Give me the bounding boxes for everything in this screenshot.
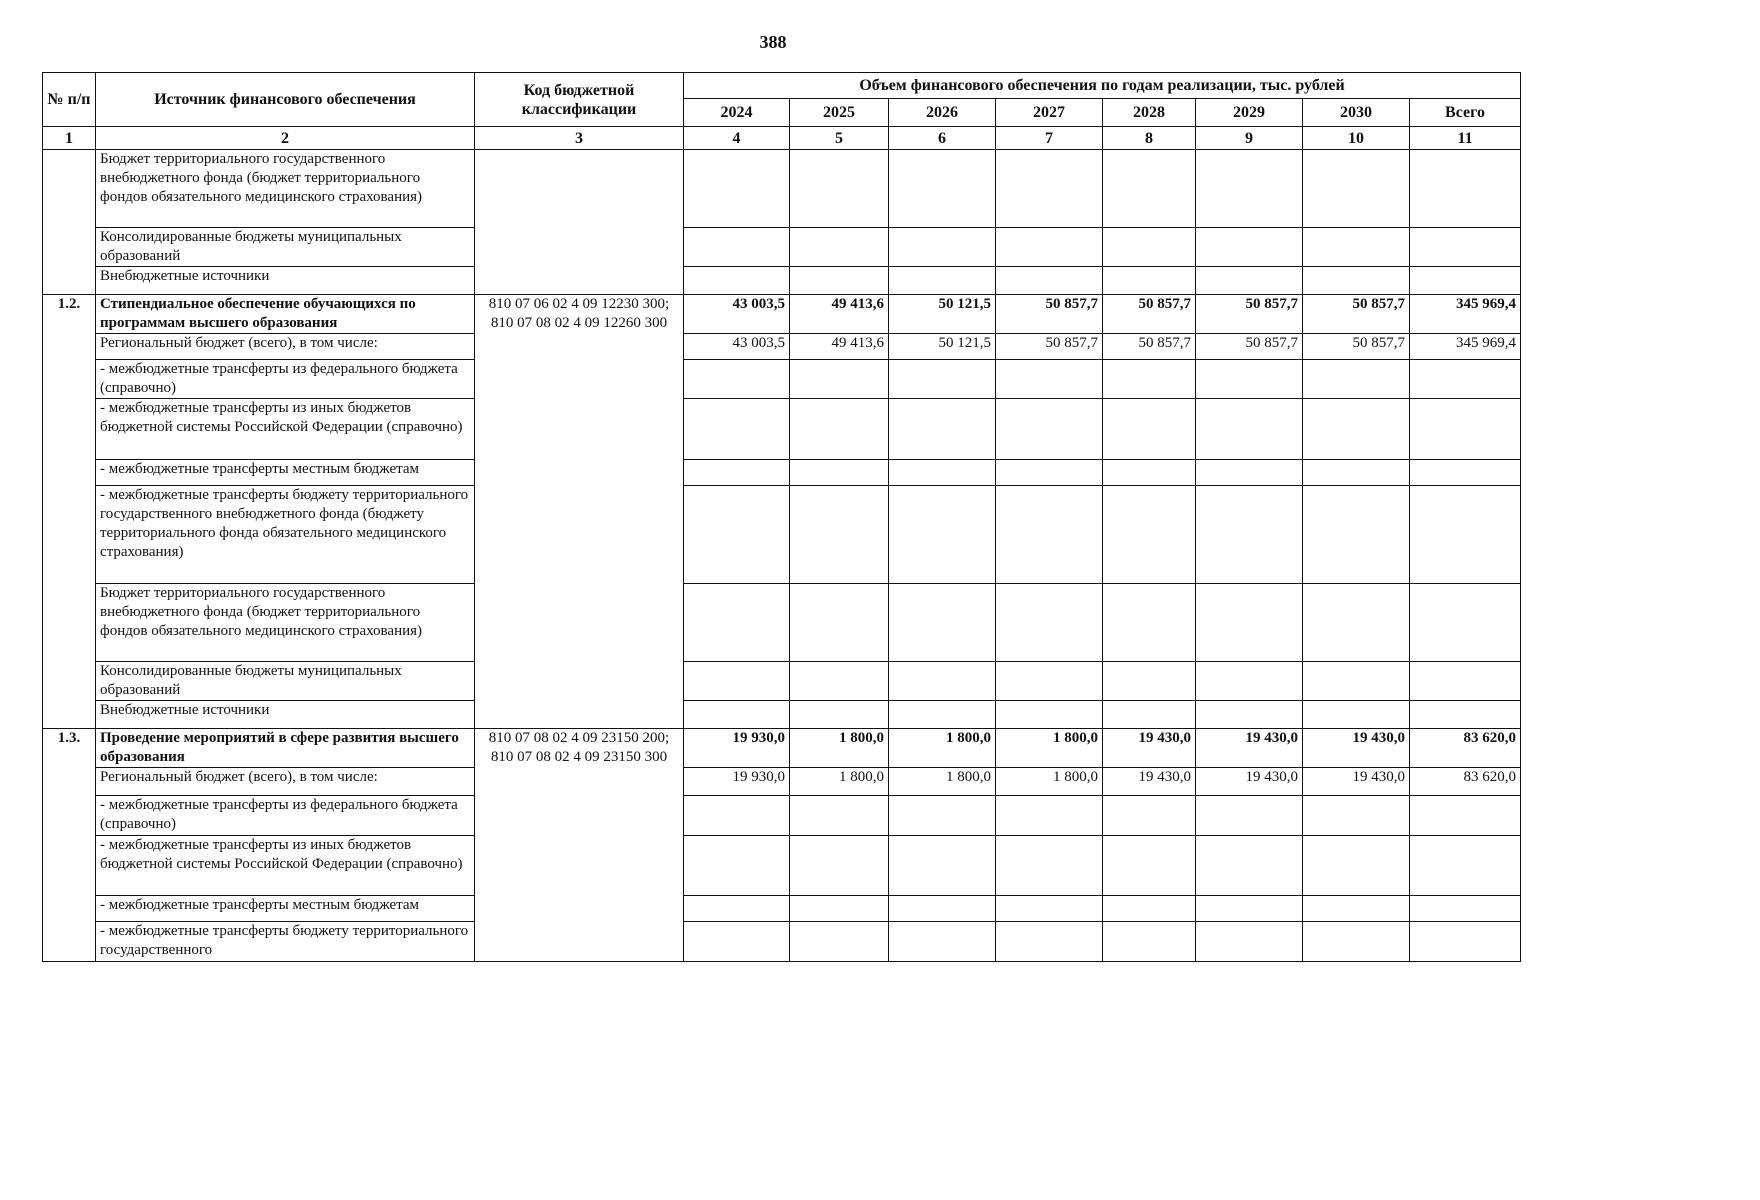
table-row <box>43 922 1521 962</box>
value-year <box>1196 460 1303 486</box>
column-numbers-row <box>43 127 1521 150</box>
value-year <box>684 460 790 486</box>
source-cell: Бюджет территориального государственного внебюджетного фонда (бюджет территориального фондов обязательного медицинского страхования) <box>96 150 475 228</box>
column-number: 6 <box>889 127 996 150</box>
table-row <box>43 295 1521 334</box>
value-year: 1 800,0 <box>996 729 1103 768</box>
value-year <box>1103 486 1196 584</box>
value-year <box>889 701 996 729</box>
column-number: 3 <box>475 127 684 150</box>
value-year <box>996 399 1103 460</box>
value-year <box>684 584 790 662</box>
value-year <box>1196 267 1303 295</box>
value-year <box>1196 796 1303 836</box>
source-cell: - межбюджетные трансферты местным бюджетам <box>96 460 475 486</box>
value-year <box>684 701 790 729</box>
value-year <box>1103 701 1196 729</box>
value-total <box>1410 922 1521 962</box>
table-row <box>43 399 1521 460</box>
value-year: 19 430,0 <box>1303 768 1410 796</box>
source-cell: - межбюджетные трансферты бюджету территориального государственного внебюджетного фонда (бюджету территориального фонда обязательного медицинского страхования) <box>96 486 475 584</box>
value-year <box>1196 228 1303 267</box>
value-year <box>790 836 889 896</box>
value-year <box>996 360 1103 399</box>
value-year <box>790 486 889 584</box>
header-code: Код бюджетной классификации <box>475 73 684 127</box>
value-year <box>1196 922 1303 962</box>
header-year: 2030 <box>1303 99 1410 127</box>
table-row <box>43 150 1521 228</box>
table-row <box>43 486 1521 584</box>
value-year <box>1303 922 1410 962</box>
value-year <box>1303 701 1410 729</box>
source-cell: Консолидированные бюджеты муниципальных образований <box>96 228 475 267</box>
table-row <box>43 768 1521 796</box>
value-total: 345 969,4 <box>1410 334 1521 360</box>
value-year <box>889 584 996 662</box>
value-year <box>1303 228 1410 267</box>
value-year <box>1103 662 1196 701</box>
value-year <box>1196 486 1303 584</box>
value-year <box>684 836 790 896</box>
value-year <box>790 922 889 962</box>
table-row <box>43 228 1521 267</box>
column-number: 4 <box>684 127 790 150</box>
table-row <box>43 701 1521 729</box>
value-year <box>684 399 790 460</box>
value-total <box>1410 150 1521 228</box>
table-row <box>43 662 1521 701</box>
table-header <box>43 73 1521 150</box>
value-total <box>1410 796 1521 836</box>
value-year <box>1303 360 1410 399</box>
header-year: 2024 <box>684 99 790 127</box>
value-year <box>1103 228 1196 267</box>
value-year <box>1196 584 1303 662</box>
value-year <box>1103 399 1196 460</box>
value-year <box>1103 836 1196 896</box>
source-cell: Бюджет территориального государственного внебюджетного фонда (бюджет территориального фондов обязательного медицинского страхования) <box>96 584 475 662</box>
value-total <box>1410 228 1521 267</box>
value-total <box>1410 267 1521 295</box>
source-cell: - межбюджетные трансферты из иных бюджетов бюджетной системы Российской Федерации (справочно) <box>96 836 475 896</box>
value-year <box>1103 922 1196 962</box>
value-year: 1 800,0 <box>790 729 889 768</box>
value-year <box>996 701 1103 729</box>
value-total <box>1410 896 1521 922</box>
value-year <box>1303 399 1410 460</box>
value-year <box>684 896 790 922</box>
value-total <box>1410 662 1521 701</box>
table-row <box>43 334 1521 360</box>
value-total <box>1410 486 1521 584</box>
column-number: 2 <box>96 127 475 150</box>
financing-table <box>42 72 1521 962</box>
value-year: 50 857,7 <box>1103 334 1196 360</box>
row-number: 1.3. <box>43 729 96 962</box>
column-number: 1 <box>43 127 96 150</box>
table-row <box>43 267 1521 295</box>
value-year: 1 800,0 <box>996 768 1103 796</box>
value-year <box>684 486 790 584</box>
value-year <box>790 701 889 729</box>
value-year <box>684 150 790 228</box>
value-total <box>1410 399 1521 460</box>
source-cell: Проведение мероприятий в сфере развития высшего образования <box>96 729 475 768</box>
value-year: 19 930,0 <box>684 729 790 768</box>
value-total: 83 620,0 <box>1410 768 1521 796</box>
value-year: 50 857,7 <box>1196 295 1303 334</box>
value-year <box>1303 460 1410 486</box>
table-row <box>43 836 1521 896</box>
source-cell: Региональный бюджет (всего), в том числе: <box>96 768 475 796</box>
value-year <box>996 150 1103 228</box>
value-year <box>1196 662 1303 701</box>
value-year <box>1103 150 1196 228</box>
value-year <box>1196 399 1303 460</box>
column-number: 11 <box>1410 127 1521 150</box>
value-year <box>790 267 889 295</box>
column-number: 8 <box>1103 127 1196 150</box>
page-number: 388 <box>759 32 787 52</box>
value-year: 19 930,0 <box>684 768 790 796</box>
value-year <box>889 360 996 399</box>
value-year <box>1196 896 1303 922</box>
table-row <box>43 460 1521 486</box>
value-year <box>889 662 996 701</box>
value-year <box>684 662 790 701</box>
value-year <box>790 896 889 922</box>
source-cell: Внебюджетные источники <box>96 267 475 295</box>
value-year <box>1196 150 1303 228</box>
value-year <box>889 399 996 460</box>
value-year <box>684 922 790 962</box>
budget-code-cell: 810 07 08 02 4 09 23150 200; 810 07 08 02 4 09 23150 300 <box>475 729 684 962</box>
value-year: 1 800,0 <box>889 729 996 768</box>
value-year: 19 430,0 <box>1196 768 1303 796</box>
value-year <box>1303 267 1410 295</box>
value-year <box>996 922 1103 962</box>
value-year: 19 430,0 <box>1103 768 1196 796</box>
column-number: 5 <box>790 127 889 150</box>
value-year: 1 800,0 <box>889 768 996 796</box>
value-year <box>1303 150 1410 228</box>
value-year: 43 003,5 <box>684 295 790 334</box>
column-number: 7 <box>996 127 1103 150</box>
value-year: 43 003,5 <box>684 334 790 360</box>
header-source: Источник финансового обеспечения <box>96 73 475 127</box>
value-year <box>1196 701 1303 729</box>
value-year <box>790 360 889 399</box>
source-cell: - межбюджетные трансферты местным бюджетам <box>96 896 475 922</box>
value-year <box>996 584 1103 662</box>
source-cell: - межбюджетные трансферты из федерального бюджета (справочно) <box>96 360 475 399</box>
value-year <box>1303 662 1410 701</box>
value-total: 83 620,0 <box>1410 729 1521 768</box>
value-total: 345 969,4 <box>1410 295 1521 334</box>
value-year <box>996 836 1103 896</box>
value-year: 50 857,7 <box>1303 334 1410 360</box>
value-year <box>1196 360 1303 399</box>
value-year: 50 857,7 <box>1103 295 1196 334</box>
value-year <box>1103 267 1196 295</box>
value-year <box>996 267 1103 295</box>
value-year <box>996 460 1103 486</box>
value-year <box>996 896 1103 922</box>
value-year <box>996 228 1103 267</box>
column-number: 10 <box>1303 127 1410 150</box>
value-year <box>1103 584 1196 662</box>
row-number <box>43 150 96 295</box>
header-year: 2028 <box>1103 99 1196 127</box>
source-cell: - межбюджетные трансферты из федерального бюджета (справочно) <box>96 796 475 836</box>
value-total <box>1410 701 1521 729</box>
row-number: 1.2. <box>43 295 96 729</box>
value-year <box>1303 486 1410 584</box>
value-year <box>684 796 790 836</box>
table-row <box>43 729 1521 768</box>
value-year: 50 857,7 <box>996 295 1103 334</box>
value-total <box>1410 836 1521 896</box>
table-row <box>43 584 1521 662</box>
value-year <box>684 228 790 267</box>
value-year <box>889 486 996 584</box>
value-year <box>889 836 996 896</box>
value-year <box>1303 896 1410 922</box>
header-year: 2027 <box>996 99 1103 127</box>
source-cell: - межбюджетные трансферты из иных бюджетов бюджетной системы Российской Федерации (справочно) <box>96 399 475 460</box>
value-year: 19 430,0 <box>1103 729 1196 768</box>
value-year <box>1103 360 1196 399</box>
value-year: 19 430,0 <box>1196 729 1303 768</box>
value-year <box>790 228 889 267</box>
value-year <box>1103 796 1196 836</box>
header-year: 2025 <box>790 99 889 127</box>
source-cell: - межбюджетные трансферты бюджету территориального государственного <box>96 922 475 962</box>
value-year <box>790 584 889 662</box>
value-total <box>1410 460 1521 486</box>
value-year: 1 800,0 <box>790 768 889 796</box>
value-total <box>1410 584 1521 662</box>
value-year <box>889 796 996 836</box>
value-year <box>889 267 996 295</box>
header-year: Всего <box>1410 99 1521 127</box>
value-year: 50 121,5 <box>889 295 996 334</box>
value-year <box>790 150 889 228</box>
value-year: 19 430,0 <box>1303 729 1410 768</box>
value-year <box>684 360 790 399</box>
header-volume: Объем финансового обеспечения по годам реализации, тыс. рублей <box>684 73 1521 99</box>
value-year <box>1196 836 1303 896</box>
budget-code-cell <box>475 150 684 295</box>
value-year <box>1103 460 1196 486</box>
value-year <box>790 796 889 836</box>
value-year <box>790 460 889 486</box>
value-year: 50 857,7 <box>996 334 1103 360</box>
source-cell: Консолидированные бюджеты муниципальных образований <box>96 662 475 701</box>
value-year <box>790 662 889 701</box>
value-total <box>1410 360 1521 399</box>
value-year <box>996 796 1103 836</box>
value-year <box>889 922 996 962</box>
value-year <box>889 228 996 267</box>
value-year <box>1303 796 1410 836</box>
value-year: 49 413,6 <box>790 334 889 360</box>
header-year: 2026 <box>889 99 996 127</box>
table-body <box>43 150 1521 962</box>
source-cell: Региональный бюджет (всего), в том числе: <box>96 334 475 360</box>
source-cell: Внебюджетные источники <box>96 701 475 729</box>
table-row <box>43 360 1521 399</box>
value-year <box>889 896 996 922</box>
value-year <box>996 486 1103 584</box>
column-number: 9 <box>1196 127 1303 150</box>
value-year <box>1303 836 1410 896</box>
value-year: 50 857,7 <box>1303 295 1410 334</box>
value-year <box>790 399 889 460</box>
header-num: № п/п <box>43 73 96 127</box>
value-year <box>889 150 996 228</box>
value-year <box>1103 896 1196 922</box>
value-year <box>1303 584 1410 662</box>
header-year: 2029 <box>1196 99 1303 127</box>
value-year: 49 413,6 <box>790 295 889 334</box>
value-year <box>684 267 790 295</box>
table-row <box>43 896 1521 922</box>
table-row <box>43 796 1521 836</box>
budget-code-cell: 810 07 06 02 4 09 12230 300; 810 07 08 02 4 09 12260 300 <box>475 295 684 729</box>
value-year <box>889 460 996 486</box>
value-year <box>996 662 1103 701</box>
source-cell: Стипендиальное обеспечение обучающихся по программам высшего образования <box>96 295 475 334</box>
value-year: 50 121,5 <box>889 334 996 360</box>
value-year: 50 857,7 <box>1196 334 1303 360</box>
